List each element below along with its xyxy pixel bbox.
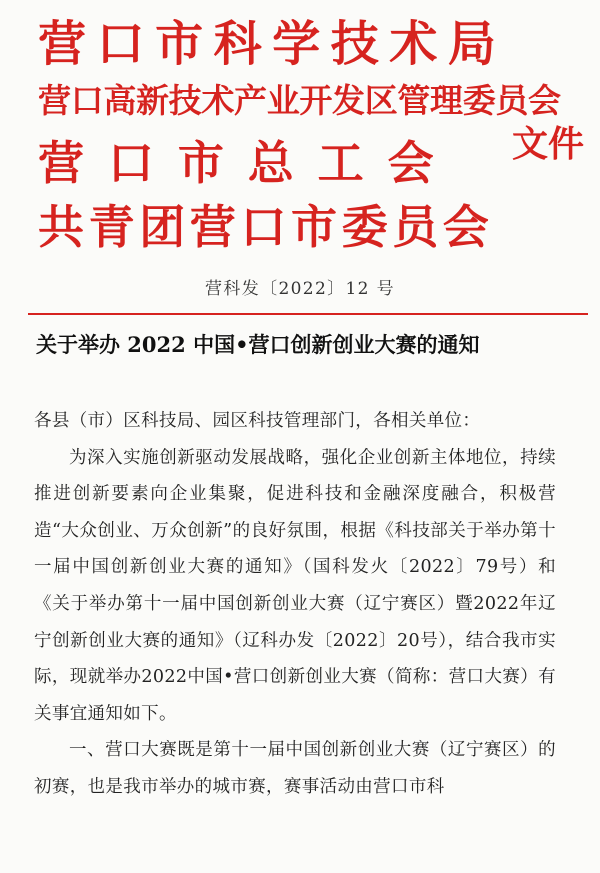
document-title: 关于举办 2022 中国•营口创新创业大赛的通知 <box>36 332 480 357</box>
agency-name: 营口市总工会 <box>38 136 458 190</box>
body-paragraph: 为深入实施创新驱动发展战略，强化企业创新主体地位，持续推进创新要素向企业集聚，促进科技和金融深度融合，积极营造“大众创业、万众创新”的良好氛围，根据《科技部关于举办第十一届中国创新创业大赛的通知》（国科发火〔2022〕79号）和《关于举办第十一届中国创新创业大赛（辽宁赛区）暨2022年辽宁创新创业大赛的通知》（辽科办发〔2022〕20号），结合我市实际，现就举办2022中国•营口创新创业大赛（简称：营口大赛）有关事宜通知如下。 <box>34 447 556 724</box>
agency-name: 营口市科学技术局 <box>38 16 507 72</box>
body-paragraph: 一、营口大赛既是第十一届中国创新创业大赛（辽宁赛区）的初赛，也是我市举办的城市赛，赛事活动由营口市科 <box>34 740 556 797</box>
salutation: 各县（市）区科技局、园区科技管理部门，各相关单位： <box>34 411 481 431</box>
agency-name: 营口高新技术产业开发区管理委员会 <box>38 81 561 120</box>
document-suffix: 文件 <box>512 123 585 165</box>
document-body <box>34 403 556 806</box>
document-number: 营科发〔2022〕12 号 <box>205 279 395 299</box>
agency-name: 共青团营口市委员会 <box>38 200 494 254</box>
red-divider <box>28 313 588 315</box>
